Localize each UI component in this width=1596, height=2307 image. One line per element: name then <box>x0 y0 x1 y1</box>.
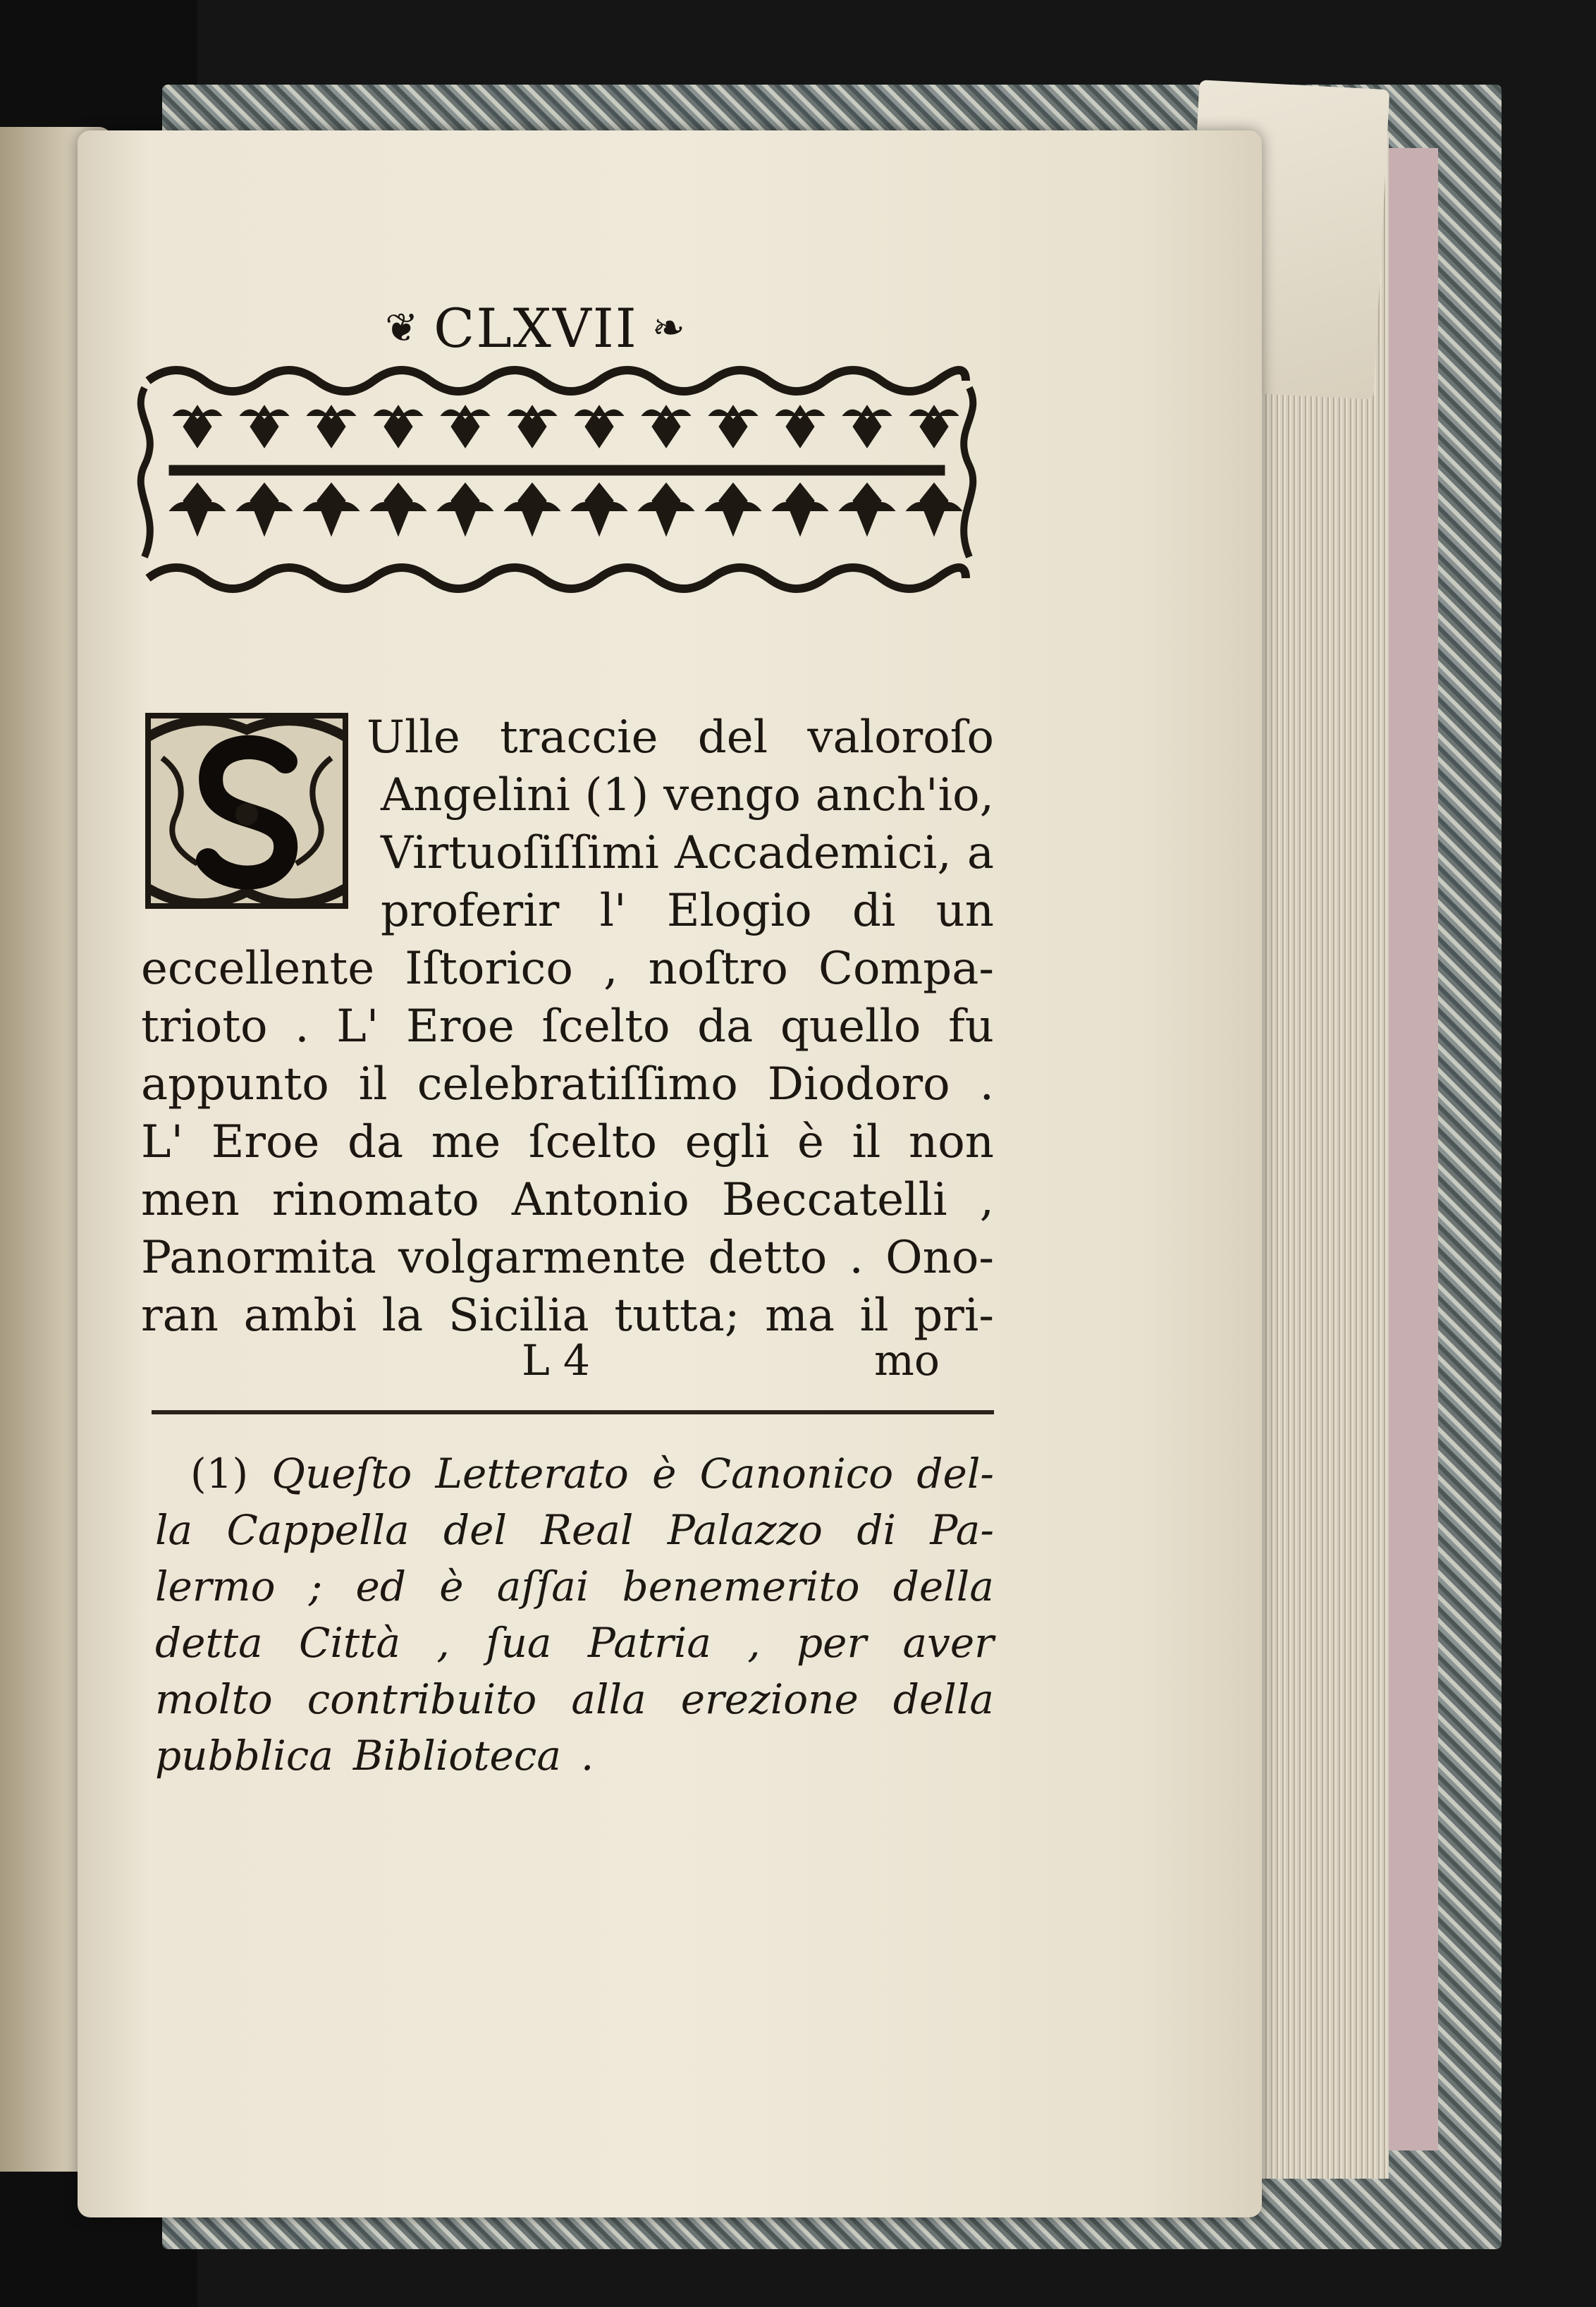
word: celebratiſſimo <box>417 1058 738 1110</box>
word: ſcelto <box>541 1000 670 1053</box>
word: di <box>857 1506 896 1554</box>
word: proferir <box>381 885 560 937</box>
word: di <box>852 885 896 937</box>
word: , <box>436 1619 450 1667</box>
word: . <box>979 1058 994 1110</box>
word: egli <box>685 1116 770 1168</box>
running-head <box>338 296 733 360</box>
word: il <box>358 1058 388 1110</box>
word: ; <box>308 1562 323 1610</box>
word: Palazzo <box>667 1506 823 1554</box>
word: contribuito <box>307 1675 537 1723</box>
word: Antonio <box>511 1174 689 1226</box>
word: , <box>603 943 618 995</box>
word: lermo <box>155 1562 276 1610</box>
word: Diodoro <box>767 1058 950 1110</box>
word: . <box>580 1732 594 1780</box>
word: pubblica <box>155 1732 333 1780</box>
word: men <box>141 1174 240 1226</box>
footnote-rule <box>152 1410 994 1414</box>
word: Virtuoſiſſimi <box>381 827 659 879</box>
footnote-line-4 <box>155 1615 994 1671</box>
word: è <box>652 1450 677 1498</box>
footnote-line-6 <box>155 1727 994 1784</box>
word: Eroe <box>211 1116 320 1168</box>
word: Pa- <box>930 1506 994 1554</box>
word: trioto <box>141 1000 268 1053</box>
text-line-1 <box>367 709 994 766</box>
word: benemerito <box>622 1562 860 1610</box>
word: da <box>348 1116 404 1168</box>
word: ſua <box>486 1619 552 1667</box>
footnote-line-2 <box>155 1502 994 1558</box>
word: Angelini <box>381 769 570 821</box>
word: , <box>747 1619 761 1667</box>
fleuron-right-icon: ❧ <box>651 305 687 351</box>
word: detta <box>155 1619 263 1667</box>
word: il <box>852 1116 881 1168</box>
word: . <box>849 1232 864 1284</box>
signature-mark: L 4 <box>522 1336 591 1385</box>
word: della <box>892 1675 994 1723</box>
word: me <box>431 1116 501 1168</box>
word: pri- <box>914 1290 994 1342</box>
page-number: CLXVII <box>434 296 638 360</box>
word: del- <box>916 1450 994 1498</box>
word: Patria <box>587 1619 711 1667</box>
word: Città <box>298 1619 401 1667</box>
decorated-initial-s-icon <box>141 709 352 913</box>
word: Beccatelli <box>721 1174 947 1226</box>
word: molto <box>155 1675 273 1723</box>
word: quello <box>780 1000 921 1053</box>
word: tutta; <box>614 1290 740 1342</box>
word: il <box>859 1290 889 1342</box>
text-line-7 <box>141 1055 994 1113</box>
word: Cappella <box>226 1506 410 1554</box>
footnote-line-3 <box>155 1558 994 1615</box>
word: della <box>892 1562 994 1610</box>
word: alla <box>571 1675 646 1723</box>
word: Panormita <box>141 1232 376 1284</box>
word: è <box>439 1562 464 1610</box>
word: Elogio <box>666 885 812 937</box>
word: ran <box>141 1290 219 1342</box>
word: Letterato <box>435 1450 629 1498</box>
word: (1) <box>190 1450 249 1498</box>
word: Sicilia <box>448 1290 589 1342</box>
word: la <box>155 1506 193 1554</box>
text-line-3 <box>381 824 994 882</box>
text-line-2 <box>381 766 994 824</box>
footnote-line-1 <box>190 1445 994 1502</box>
word: volgarmente <box>398 1232 687 1284</box>
word: Real <box>541 1506 634 1554</box>
word: L' <box>141 1116 184 1168</box>
word: ſcelto <box>528 1116 657 1168</box>
word: del <box>443 1506 508 1554</box>
ornamental-headpiece-icon <box>134 360 980 599</box>
word: un <box>935 885 994 937</box>
footnote-line-5 <box>155 1671 994 1727</box>
text-line-4 <box>381 882 994 940</box>
word: la <box>381 1290 424 1342</box>
word: del <box>697 711 768 764</box>
word: aver <box>902 1619 994 1667</box>
word: (1) <box>584 769 649 821</box>
word: , <box>979 1174 994 1226</box>
word: Queſto <box>271 1450 412 1498</box>
word: da <box>697 1000 754 1053</box>
word: erezione <box>680 1675 859 1723</box>
word: vengo <box>663 769 801 821</box>
catchword: mo <box>874 1336 940 1385</box>
word: fu <box>948 1000 994 1053</box>
word: detto <box>708 1232 828 1284</box>
word: Accademici, <box>674 827 952 879</box>
word: Ono- <box>885 1232 994 1284</box>
word: Ulle <box>367 711 460 764</box>
word: aſſai <box>496 1562 589 1610</box>
word: eccellente <box>141 943 375 995</box>
word: Eroe <box>405 1000 515 1053</box>
word: l' <box>599 885 627 937</box>
word: Biblioteca <box>352 1732 561 1780</box>
word: ma <box>765 1290 835 1342</box>
word: anch'io, <box>815 769 994 821</box>
word: Iſtorico <box>405 943 573 995</box>
word: L' <box>336 1000 379 1053</box>
word: Compa- <box>818 943 994 995</box>
word: Canonico <box>699 1450 894 1498</box>
text-line-8 <box>141 1113 994 1171</box>
text-line-5 <box>141 940 994 998</box>
word: è <box>797 1116 824 1168</box>
word: . <box>295 1000 309 1053</box>
word: a <box>966 827 994 879</box>
word: ed <box>355 1562 406 1610</box>
word: traccie <box>500 711 658 764</box>
word: rinomato <box>271 1174 479 1226</box>
word: per <box>797 1619 867 1667</box>
word: valoroſo <box>807 711 994 764</box>
word: noſtro <box>648 943 788 995</box>
fleuron-left-icon: ❦ <box>385 305 420 351</box>
text-line-6 <box>141 998 994 1055</box>
word: non <box>908 1116 994 1168</box>
word: ambi <box>243 1290 357 1342</box>
text-line-10 <box>141 1229 994 1287</box>
text-line-9 <box>141 1171 994 1229</box>
word: appunto <box>141 1058 329 1110</box>
